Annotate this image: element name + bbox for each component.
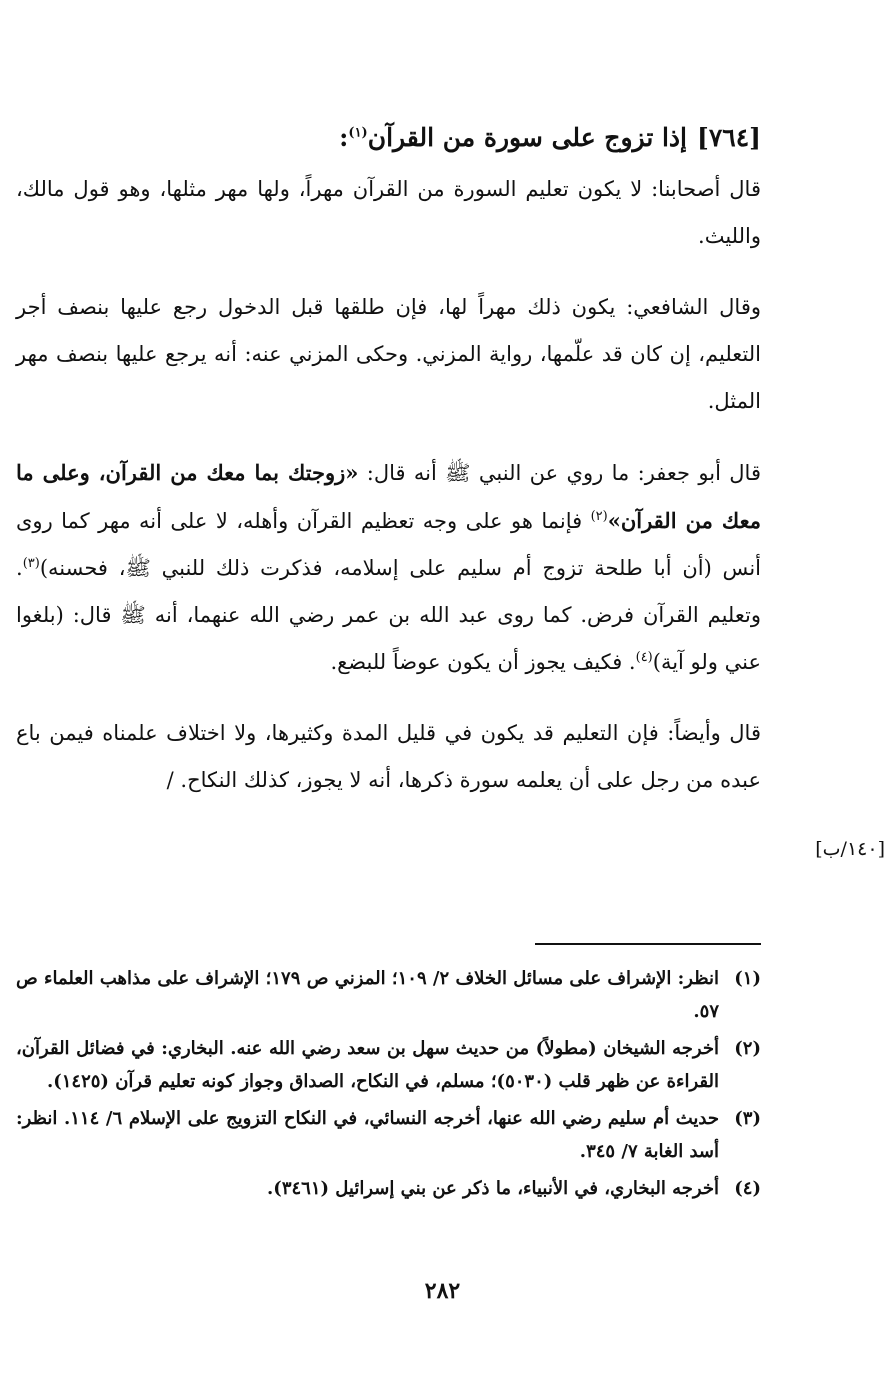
paragraph-3-body: فإنما هو على وجه تعظيم القرآن وأهله، لا على أنه مهر كما روى أنس (أن أبا طلحة تزوج أم سليم على إسلامه، فذكرت ذلك للنبي ﷺ، فحسنه) [16, 509, 761, 580]
footnote-ref[interactable]: (١) [348, 125, 368, 141]
paragraph-3-intro: قال أبو جعفر: ما روي عن النبي ﷺ أنه قال: [358, 461, 761, 485]
page-number: ٢٨٢ [424, 1278, 461, 1304]
footnote-number: (٢) [734, 1038, 761, 1059]
footnote-text: انظر: الإشراف على مسائل الخلاف ٢/ ١٠٩؛ المزني ص ١٧٩؛ الإشراف على مذاهب العلماء ص ٥٧. [16, 968, 719, 1022]
footnote-number: (٣) [734, 1108, 761, 1129]
paragraph-1: قال أصحابنا: لا يكون تعليم السورة من القرآن مهراً، ولها مهر مثلها، وهو قول مالك، والليث. [16, 177, 761, 248]
footnote-text: حديث أم سليم رضي الله عنها، أخرجه النسائي، في النكاح التزويج على الإسلام ٦/ ١١٤. انظر: أسد الغابة ٧/ ٣٤٥. [16, 1108, 719, 1162]
paragraph-4: قال وأيضاً: فإن التعليم قد يكون في قليل المدة وكثيرها، ولا اختلاف علمناه فيمن باع عبده من رجل على أن يعلمه سورة ذكرها، أنه لا يجوز، كذلك النكاح. / [16, 721, 761, 792]
footnote-ref[interactable]: (٢) [590, 509, 608, 524]
footnote-ref[interactable]: (٣) [22, 556, 40, 571]
footnote-number: (٤) [734, 1178, 761, 1199]
paragraph-3 [16, 449, 761, 686]
footnote [16, 1032, 761, 1098]
footnotes [16, 962, 761, 1209]
heading-colon: : [339, 123, 349, 152]
section-heading [16, 118, 761, 158]
paragraph-3-end: . فكيف يجوز أن يكون عوضاً للبضع. [330, 650, 636, 674]
footnote [16, 1102, 761, 1168]
footnote [16, 1172, 761, 1205]
footnote-text: أخرجه البخاري، في الأنبياء، ما ذكر عن بني إسرائيل (٣٤٦١). [267, 1178, 719, 1199]
footnote-separator [535, 943, 761, 945]
footnote-number: (١) [734, 968, 761, 989]
section-title: إذا تزوج على سورة من القرآن [367, 123, 688, 152]
footnote [16, 962, 761, 1028]
paragraph-3-body-2: . وتعليم القرآن فرض. كما روى عبد الله بن عمر رضي الله عنهما، أنه ﷺ قال: (بلغوا عني ولو آية) [16, 556, 761, 674]
main-text [16, 118, 761, 828]
paragraph-2: وقال الشافعي: يكون ذلك مهراً لها، فإن طلقها قبل الدخول رجع عليها بنصف أجر التعليم، إن كان قد علّمها، رواية المزني. وحكى المزني عنه: أنه يرجع عليها بنصف مهر المثل. [16, 295, 761, 413]
hadith-quote: «زوجتك بما معك من القرآن، وعلى ما معك من القرآن» [16, 460, 761, 533]
section-number: [٧٦٤] [697, 123, 761, 152]
footnote-ref[interactable]: (٤) [635, 650, 653, 665]
manuscript-folio-marker: [١٤٠/ب] [815, 838, 885, 860]
footnote-text: أخرجه الشيخان (مطولاً) من حديث سهل بن سعد رضي الله عنه. البخاري: في فضائل القرآن، القراءة عن ظهر قلب (٥٠٣٠)؛ مسلم، في النكاح، الصداق وجواز كونه تعليم قرآن (١٤٢٥). [16, 1038, 719, 1092]
